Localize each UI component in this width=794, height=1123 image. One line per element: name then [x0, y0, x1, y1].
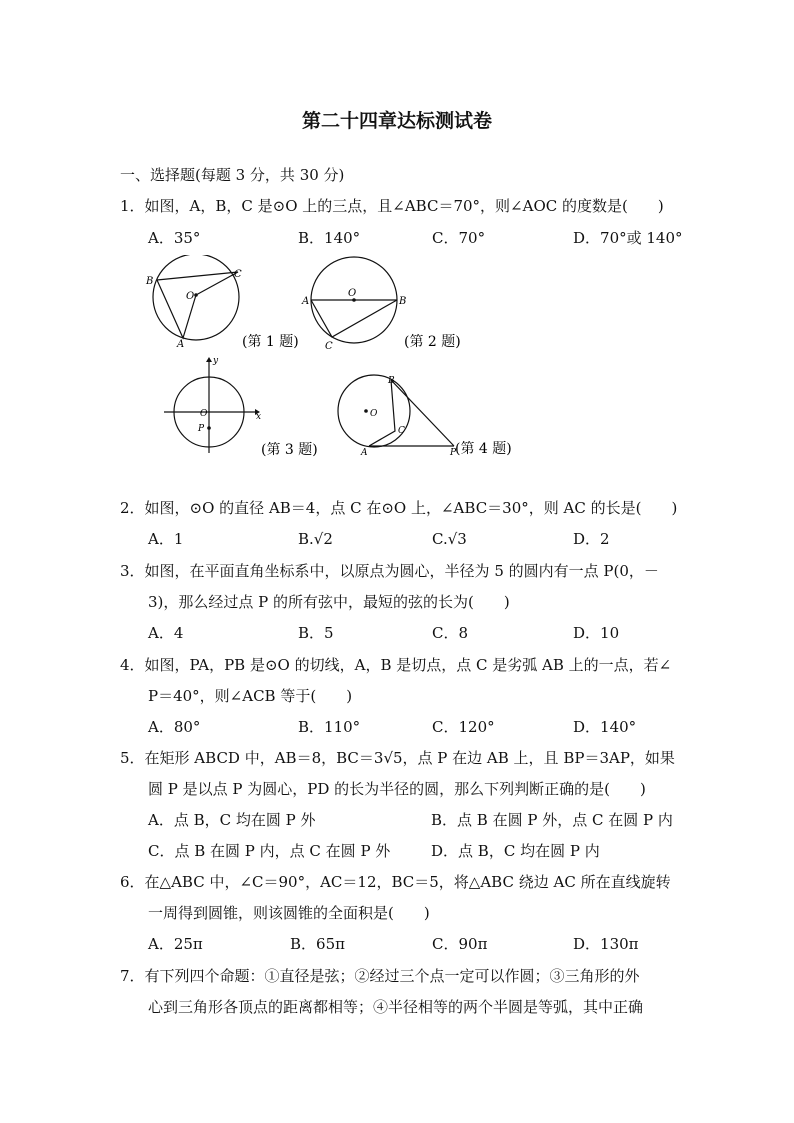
figure-4-caption: (第 4 题) — [455, 441, 512, 457]
q6-option-d: D．130π — [573, 935, 639, 953]
figure-1-chords-a — [157, 280, 196, 338]
q5-stem-line2: 圆 P 是以点 P 为圆心，PD 的长为半径的圆，那么下列判断正确的是( ) — [148, 780, 646, 798]
q3-option-c: C．8 — [432, 624, 469, 642]
figure-1-circle — [153, 255, 239, 340]
q5-option-b: B．点 B 在圆 P 外，点 C 在圆 P 内 — [431, 811, 673, 829]
figures-panel — [140, 255, 560, 465]
q2-stem: 2．如图，⊙O 的直径 AB＝4，点 C 在⊙O 上，∠ABC＝30°，则 AC 的长是( ) — [120, 499, 678, 517]
figure-1-caption: (第 1 题) — [242, 334, 299, 350]
fig2-label-a: A — [302, 296, 310, 307]
figure-3-caption: (第 3 题) — [261, 442, 318, 458]
q7-stem-line1: 7．有下列四个命题：①直径是弦；②经过三个点一定可以作圆；③三角形的外 — [120, 967, 640, 985]
fig1-label-a: A — [177, 339, 185, 350]
q3-stem-line1: 3．如图，在平面直角坐标系中，以原点为圆心，半径为 5 的圆内有一点 P(0，－ — [120, 562, 659, 580]
q2-option-c: C.√3 — [432, 530, 467, 548]
q2-option-d: D．2 — [573, 530, 610, 548]
fig4-label-a: A — [361, 448, 368, 458]
fig3-label-x: x — [256, 412, 262, 422]
q1-option-a: A．35° — [148, 229, 201, 247]
figure-2-caption: (第 2 题) — [404, 334, 461, 350]
q6-option-a: A．25π — [148, 935, 203, 953]
q4-option-c: C．120° — [432, 718, 495, 736]
q1-option-c: C．70° — [432, 229, 486, 247]
fig1-label-c: C — [234, 269, 242, 280]
figure-1-chord-bc — [157, 272, 238, 295]
fig4-label-c: C — [398, 426, 405, 436]
q3-stem-line2: 3)，那么经过点 P 的所有弦中，最短的弦的长为( ) — [148, 593, 510, 611]
fig3-label-o: O — [200, 409, 208, 419]
fig2-label-c: C — [325, 341, 333, 352]
q3-option-a: A．4 — [148, 624, 184, 642]
q5-option-d: D．点 B，C 均在圆 P 内 — [431, 842, 600, 860]
q4-option-d: D．140° — [573, 718, 637, 736]
q4-option-b: B．110° — [298, 718, 361, 736]
page-title: 第二十四章达标测试卷 — [301, 110, 492, 132]
fig3-label-p: P — [198, 424, 205, 434]
q3-option-d: D．10 — [573, 624, 620, 642]
fig2-label-o: O — [348, 288, 357, 299]
q1-stem: 1．如图，A，B，C 是⊙O 上的三点，且∠ABC＝70°，则∠AOC 的度数是( ) — [120, 197, 664, 215]
q5-stem-line1: 5．在矩形 ABCD 中，AB＝8，BC＝3√5，点 P 在边 AB 上，且 BP＝3AP，如果 — [120, 749, 675, 767]
fig4-label-b: B — [388, 376, 395, 386]
q6-stem-line1: 6．在△ABC 中，∠C＝90°，AC＝12，BC＝5，将△ABC 绕边 AC 所在直线旋转 — [120, 873, 671, 891]
figure-4 — [338, 375, 454, 447]
q1-option-b: B．140° — [298, 229, 361, 247]
q6-option-b: B．65π — [290, 935, 345, 953]
fig2-label-b: B — [399, 296, 407, 307]
q1-option-d: D．70°或 140° — [573, 229, 683, 247]
figure-1 — [153, 255, 239, 340]
q2-option-b: B.√2 — [298, 530, 333, 548]
fig3-label-y: y — [213, 356, 219, 366]
q6-stem-line2: 一周得到圆锥，则该圆锥的全面积是( ) — [148, 904, 430, 922]
figure-3 — [164, 362, 255, 453]
q4-stem-line2: P＝40°，则∠ACB 等于( ) — [148, 687, 353, 705]
q4-stem-line1: 4．如图，PA，PB 是⊙O 的切线，A，B 是切点，点 C 是劣弧 AB 上的一点，若∠ — [120, 656, 672, 674]
q3-option-b: B．5 — [298, 624, 334, 642]
fig1-label-b: B — [146, 276, 154, 287]
section-heading: 一、选择题(每题 3 分，共 30 分) — [120, 166, 345, 184]
q5-option-c: C．点 B 在圆 P 内，点 C 在圆 P 外 — [148, 842, 391, 860]
fig4-label-p: P — [450, 448, 457, 458]
q4-option-a: A．80° — [148, 718, 201, 736]
fig4-label-o: O — [370, 409, 378, 419]
q2-option-a: A．1 — [148, 530, 184, 548]
q7-stem-line2: 心到三角形各顶点的距离都相等；④半径相等的两个半圆是等弧，其中正确 — [148, 998, 644, 1016]
q5-option-a: A．点 B，C 均在圆 P 外 — [148, 811, 316, 829]
fig1-label-o: O — [186, 291, 195, 302]
q6-option-c: C．90π — [432, 935, 488, 953]
